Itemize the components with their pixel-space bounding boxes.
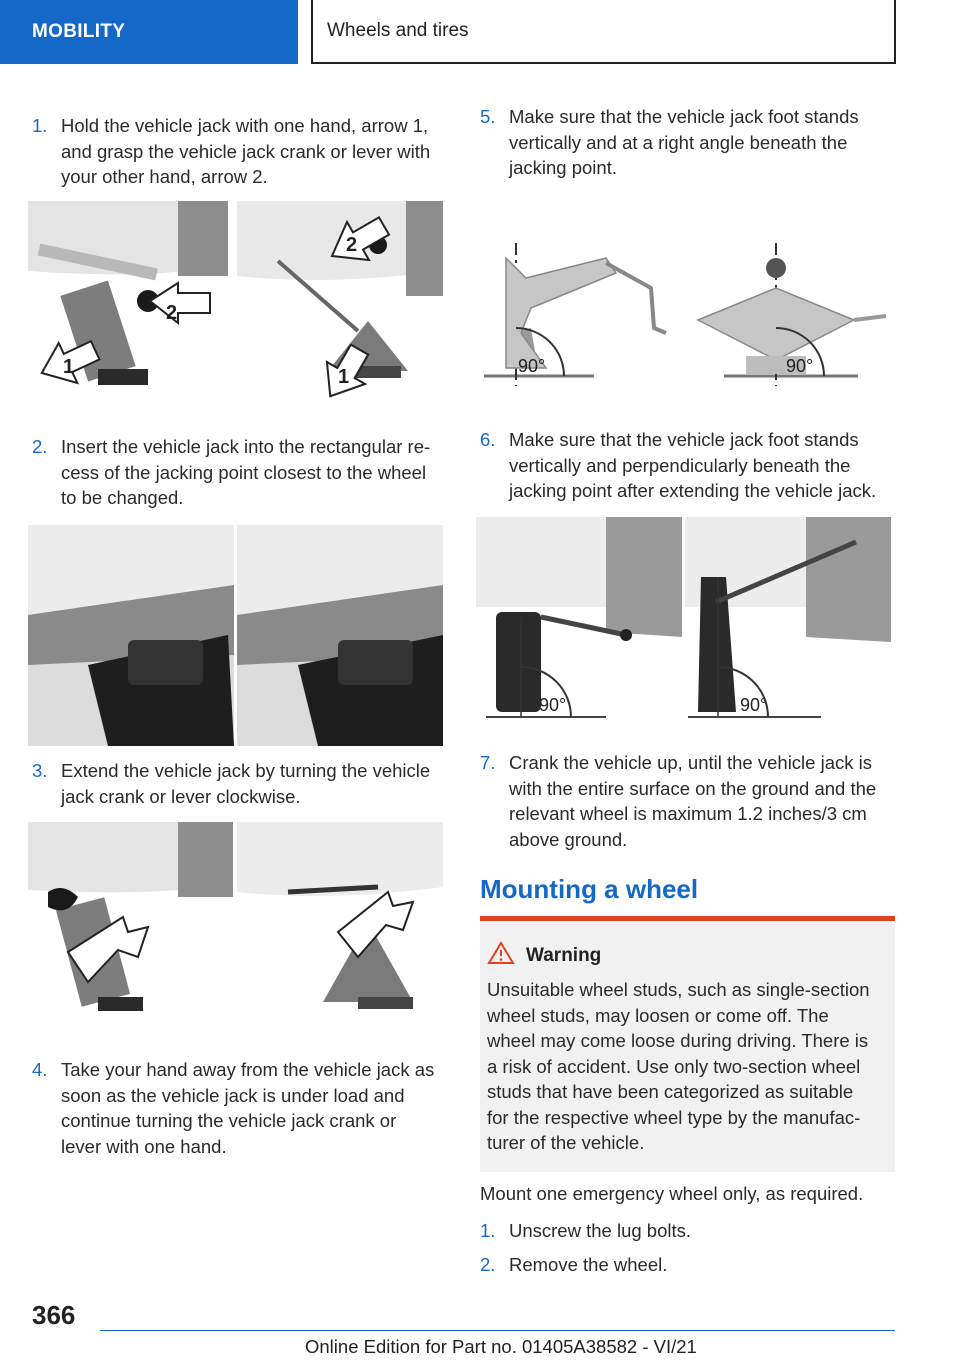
step-text-line: Extend the vehicle jack by turning the vehicle	[61, 760, 431, 781]
step-6	[480, 427, 900, 507]
chapter-tab	[311, 0, 896, 64]
warning-box	[480, 921, 895, 1172]
figure-jacking-point	[28, 525, 443, 746]
warning-text-line: studs that have been categorized as suitable	[487, 1081, 854, 1102]
step-text-line: jacking point after extending the vehicle jack.	[509, 480, 877, 501]
step-text-line: Make sure that the vehicle jack foot stands	[509, 106, 859, 127]
warning-text-line: Unsuitable wheel studs, such as single-section	[487, 979, 870, 1000]
step-number: 2.	[480, 1254, 496, 1275]
step-number: 1.	[480, 1220, 496, 1241]
step-text-line: cess of the jacking point closest to the wheel	[61, 461, 427, 483]
step-7	[480, 750, 900, 855]
step-1	[32, 113, 452, 193]
warning-text-line: wheel may come loose during driving. There is	[487, 1030, 869, 1051]
page-number: 366	[32, 1300, 76, 1330]
footer-rule	[100, 1330, 895, 1331]
angle-label: 90°	[518, 356, 546, 376]
step-text-line: Insert the vehicle jack into the rectangular re‐	[61, 436, 431, 457]
figure-extend-jack	[28, 822, 443, 1019]
figure-right-angle-diagram	[476, 238, 896, 390]
arrow-label: 1	[63, 356, 75, 378]
step-text: Unscrew the lug bolts.	[509, 1220, 692, 1241]
section-title: MOBILITY	[32, 21, 126, 42]
step-text-line: vertically and perpendicularly beneath the	[509, 454, 851, 476]
step-text-line: your other hand, arrow 2.	[61, 166, 268, 187]
step-number: 6.	[480, 429, 496, 450]
arrow-label: 1	[338, 366, 350, 388]
step-text-line: lever with one hand.	[61, 1135, 227, 1157]
step-text-line: Crank the vehicle up, until the vehicle jack is	[509, 752, 872, 773]
footer-edition: Online Edition for Part no. 01405A38582 - VI/21	[305, 1336, 697, 1357]
step-number: 4.	[32, 1059, 48, 1080]
figure-jack-extended	[476, 517, 891, 722]
arrow-label: 2	[166, 302, 178, 324]
step-2	[32, 434, 452, 514]
warning-text-line: wheel studs, may loosen or come off. The	[487, 1004, 829, 1026]
step-text-line: continue turning the vehicle jack crank or	[61, 1110, 397, 1131]
step-4	[32, 1057, 452, 1162]
step-text-line: relevant wheel is maximum 1.2 inches/3 cm	[509, 803, 867, 824]
mount-step-1	[480, 1218, 900, 1244]
body-paragraph: Mount one emergency wheel only, as required.	[480, 1183, 864, 1204]
step-number: 5.	[480, 106, 496, 127]
step-number: 1.	[32, 115, 48, 136]
step-text-line: Take your hand away from the vehicle jack as	[61, 1059, 435, 1080]
warning-text-line: turer of the vehicle.	[487, 1132, 645, 1153]
chapter-title: Wheels and tires	[327, 20, 469, 41]
step-3	[32, 758, 452, 813]
angle-label: 90°	[740, 695, 768, 715]
figure-jack-hold	[28, 201, 443, 398]
step-text: Remove the wheel.	[509, 1254, 668, 1275]
arrow-label: 2	[346, 234, 358, 256]
step-text-line: jack crank or lever clockwise.	[61, 785, 301, 807]
warning-text-line: a risk of accident. Use only two-section wheel	[487, 1055, 861, 1077]
warning-title: Warning	[526, 945, 602, 966]
step-text-line: Hold the vehicle jack with one hand, arrow 1,	[61, 115, 429, 136]
mount-step-2	[480, 1252, 900, 1278]
step-text-line: vertically and at a right angle beneath the	[509, 131, 848, 153]
step-text-line: jacking point.	[509, 157, 617, 178]
step-text-line: and grasp the vehicle jack crank or lever with	[61, 140, 431, 162]
angle-label: 90°	[539, 695, 567, 715]
step-text-line: soon as the vehicle jack is under load and	[61, 1084, 405, 1106]
step-text-line: with the entire surface on the ground and the	[509, 777, 877, 799]
step-number: 3.	[32, 760, 48, 781]
step-text-line: Make sure that the vehicle jack foot stands	[509, 429, 859, 450]
step-number: 7.	[480, 752, 496, 773]
angle-label: 90°	[786, 356, 814, 376]
step-text-line: to be changed.	[61, 487, 184, 508]
step-number: 2.	[32, 436, 48, 457]
warning-text-line: for the respective wheel type by the manufac‐	[487, 1106, 861, 1128]
step-5	[480, 104, 900, 184]
section-heading: Mounting a wheel	[480, 874, 699, 904]
section-tab	[0, 0, 298, 64]
step-text-line: above ground.	[509, 828, 628, 850]
warning-triangle-icon	[487, 941, 515, 965]
